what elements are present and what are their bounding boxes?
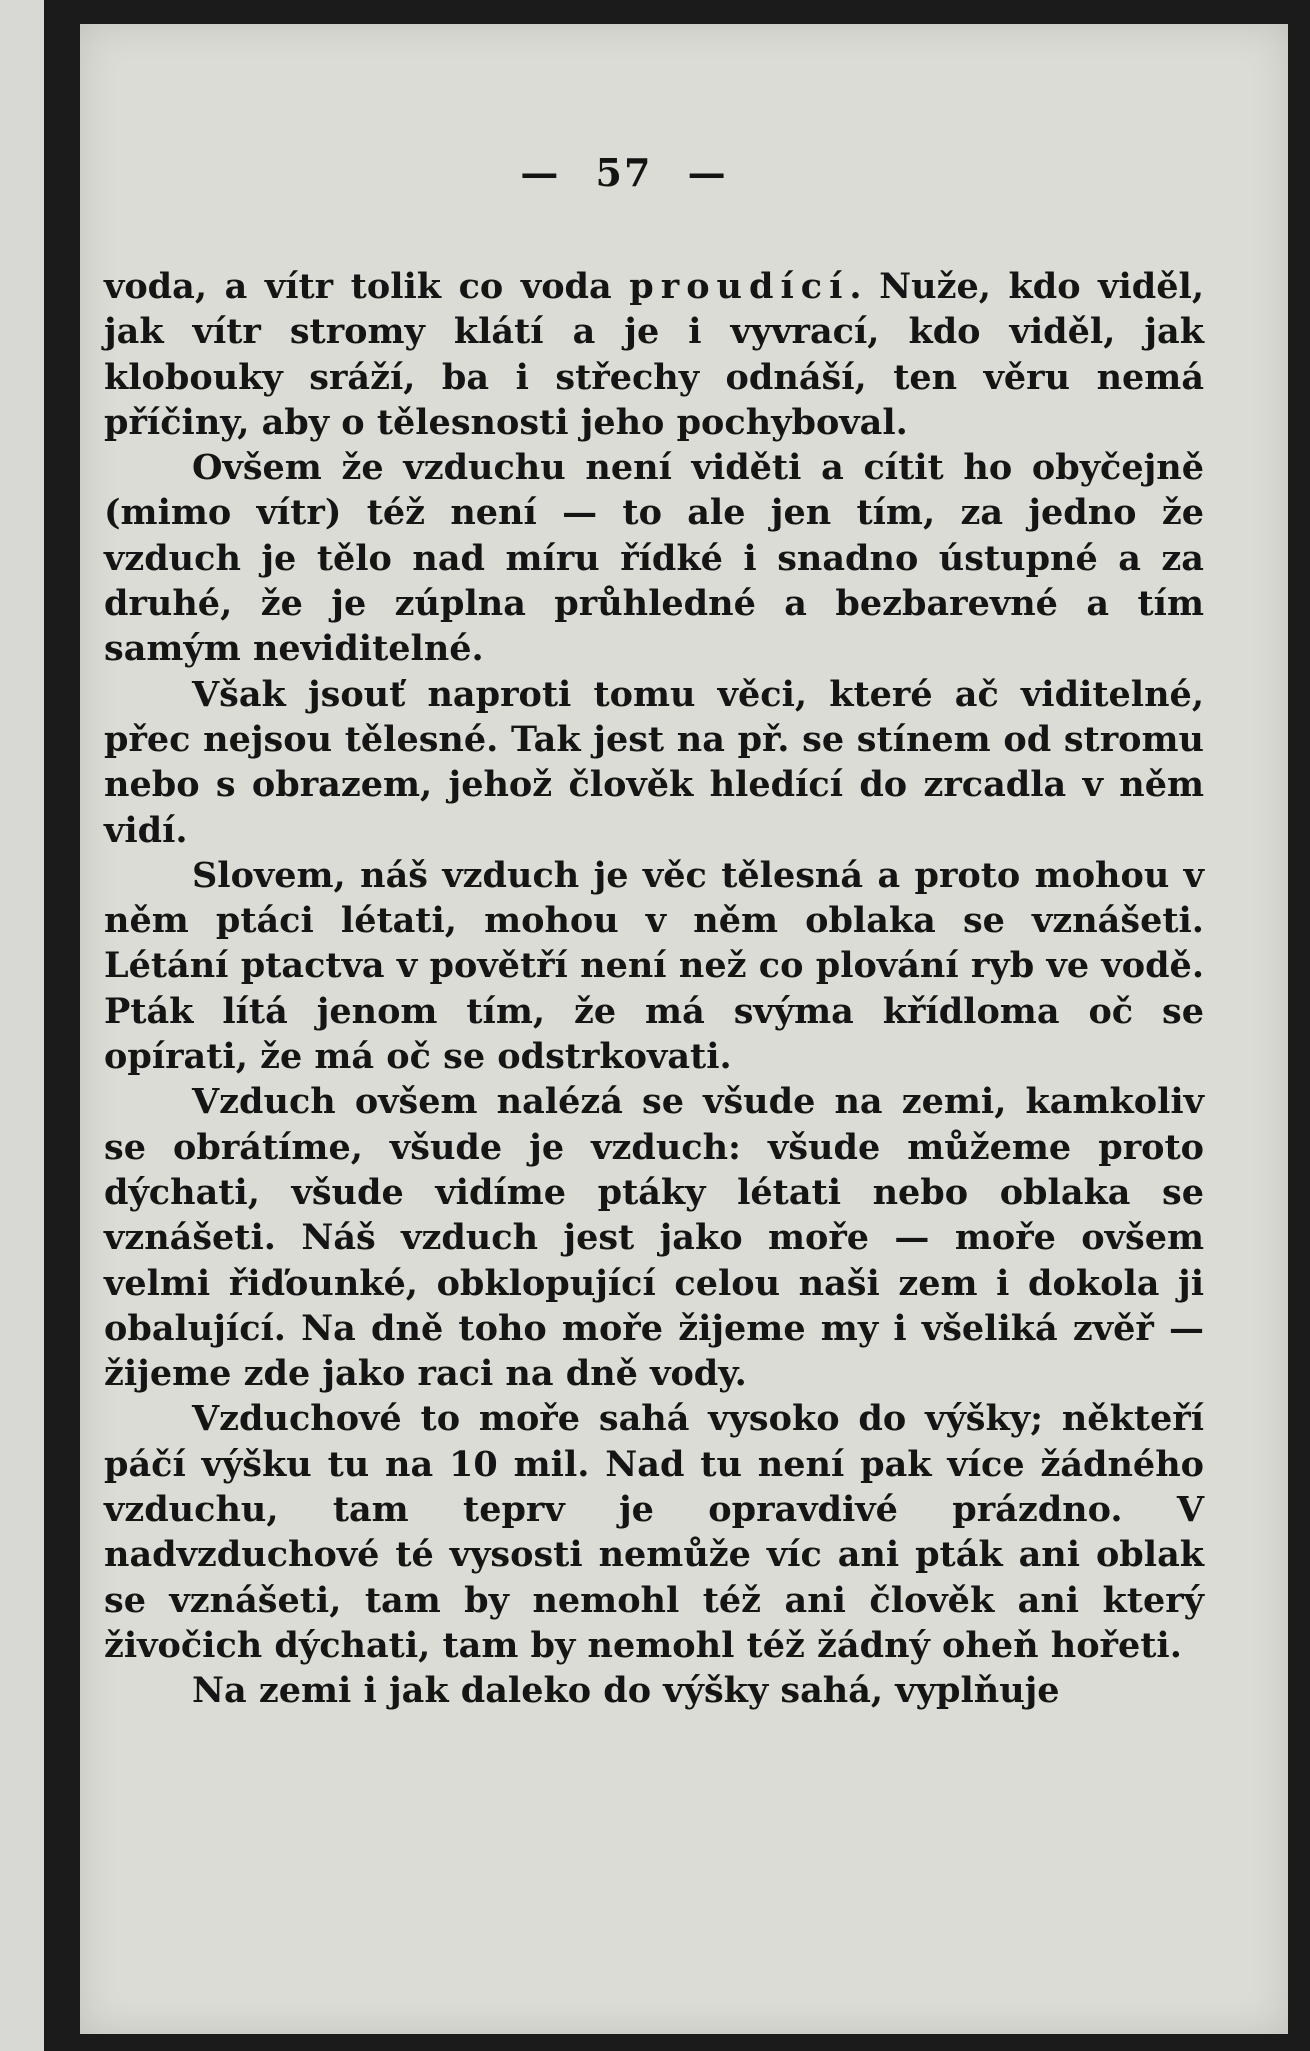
paragraph-6: Vzduchové to moře sahá vysoko do výšky; někteří páčí výšku tu na 10 mil. Nad tu není pak více žádného vzduchu, tam teprv je opravdivé prázdno. V nadvzduchové té vysosti nemůže víc ani pták ani oblak se vznášeti, tam by nemohl též ani člověk ani který živočich dýchati, tam by nemohl též žádný oheň hořeti. [104, 1398, 1204, 1666]
paragraph-1-after: . Nuže, kdo viděl, jak vítr stromy klátí a je i vyvrací, kdo viděl, jak klobouky sráží, ba i střechy odnáší, ten věru nemá příčiny, aby o tělesnosti jeho pochyboval. [104, 266, 1204, 443]
paragraph-3: Však jsouť naproti tomu věci, které ač viditelné, přec nejsou tělesné. Tak jest na př. se stínem od stromu nebo s obrazem, jehož člověk hledící do zrcadla v něm vidí. [104, 673, 1204, 851]
book-page [80, 24, 1288, 2034]
paragraph-5: Vzduch ovšem nalézá se všude na zemi, kamkoliv se obrátíme, všude je vzduch: všude můžeme proto dýchati, všude vidíme ptáky létati nebo oblaka se vznášeti. Náš vzduch jest jako moře — moře ovšem velmi řiďounké, obklopující celou naši zem i dokola ji obalující. Na dně toho moře žijeme my i všeliká zvěř — žijeme zde jako raci na dně vody. [104, 1081, 1204, 1395]
page-number: — 57 — [520, 150, 728, 195]
paragraph-1-before: voda, a vítr tolik co voda [104, 266, 630, 307]
paragraph-1 [104, 264, 1204, 445]
spaced-word: proudící [629, 266, 850, 307]
body-text [104, 264, 1204, 1714]
facing-page-edge [0, 0, 44, 2051]
paragraph-7: Na zemi i jak daleko do výšky sahá, vyplňuje [192, 1670, 1060, 1712]
paragraph-4: Slovem, náš vzduch je věc tělesná a proto mohou v něm ptáci létati, mohou v něm oblaka se vznášeti. Létání ptactva v povětří není než co plování ryb ve vodě. Pták lítá jenom tím, že má svýma křídloma oč se opírati, že má oč se odstrkovati. [104, 854, 1204, 1078]
paragraph-2: Ovšem že vzduchu není viděti a cítit ho obyčejně (mimo vítr) též není — to ale jen tím, za jedno že vzduch je tělo nad míru řídké i snadno ústupné a za druhé, že je zúplna průhledné a bezbarevné a tím samým neviditelné. [104, 447, 1204, 670]
